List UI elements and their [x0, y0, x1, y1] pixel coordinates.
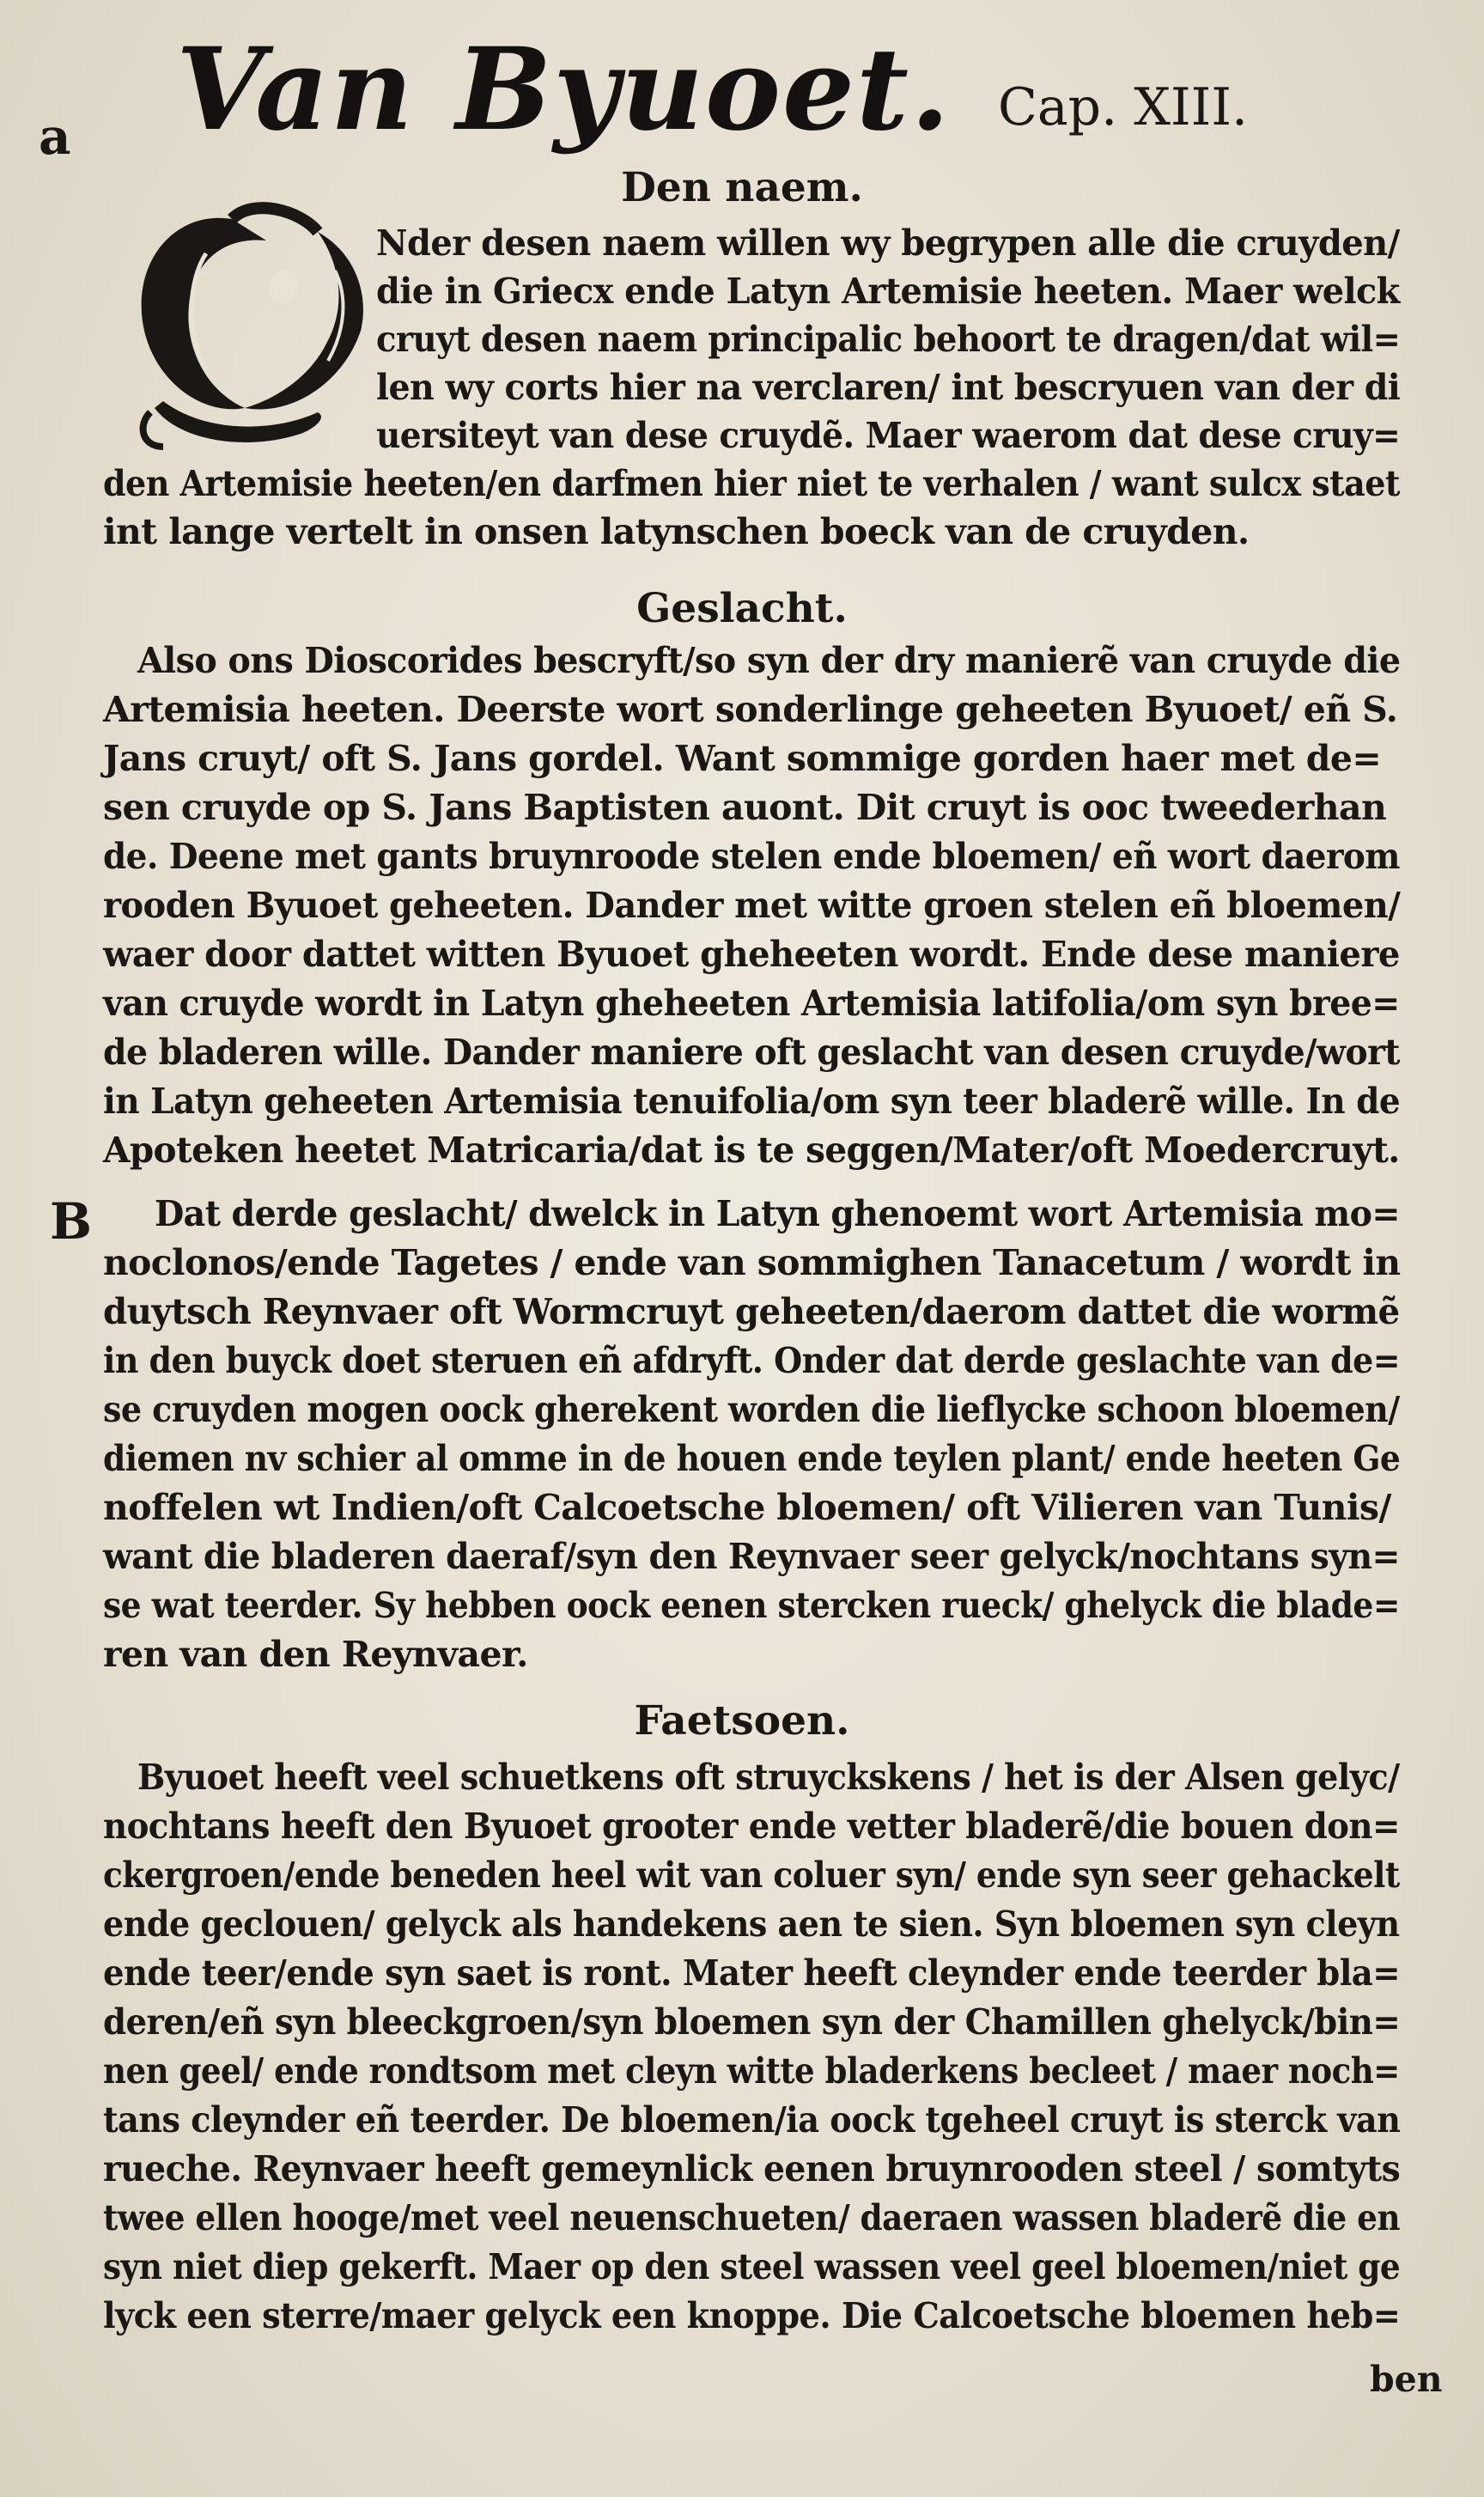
- text-line: Jans cruyt/ oft S. Jans gordel. Want sommige gorden haer met de=: [103, 738, 1382, 779]
- text-line: noffelen wt Indien/oft Calcoetsche bloemen/ oft Vilieren van Tunis/: [103, 1487, 1391, 1528]
- chapter-number: Cap. XIII.: [998, 77, 1249, 137]
- text-line: Byuoet heeft veel schuetkens oft struyckskens / het is der Alsen gelyc/: [137, 1757, 1400, 1798]
- text-line: se cruyden mogen oock gherekent worden die lieflycke schoon bloemen/: [103, 1389, 1400, 1430]
- text-line: de bladeren wille. Dander maniere oft geslacht van desen cruyde/wort: [103, 1032, 1400, 1073]
- text-line: Artemisia heeten. Deerste wort sonderlinge geheeten Byuoet/ eñ S.: [103, 689, 1398, 730]
- catchword: ben: [1370, 2359, 1443, 2400]
- text-line: de. Deene met gants bruynroode stelen ende bloemen/ eñ wort daerom: [103, 836, 1400, 877]
- text-line: duytsch Reynvaer oft Wormcruyt geheeten/daerom dattet die wormẽ: [103, 1291, 1400, 1332]
- text-line: in Latyn geheeten Artemisia tenuifolia/om syn teer bladerẽ wille. In de: [103, 1081, 1401, 1122]
- text-line: waer door dattet witten Byuoet gheheeten wordt. Ende dese maniere: [103, 934, 1400, 975]
- decorated-initial: [103, 202, 386, 460]
- section-heading-naem: Den naem.: [621, 164, 863, 211]
- text-line: van cruyde wordt in Latyn gheheeten Artemisia latifolia/om syn bree=: [103, 983, 1400, 1024]
- text-line: twee ellen hooge/met veel neuenschueten/ daeraen wassen bladerẽ die en: [103, 2197, 1401, 2238]
- text-line: cruyt desen naem principalic behoort te dragen/dat wil=: [376, 319, 1401, 360]
- text-line: want die bladeren daeraf/syn den Reynvaer seer gelyck/nochtans syn=: [103, 1536, 1400, 1577]
- text-line: se wat teerder. Sy hebben oock eenen stercken rueck/ ghelyck die blade=: [103, 1585, 1400, 1626]
- text-line: nen geel/ ende rondtsom met cleyn witte bladerkens becleet / maer noch=: [103, 2050, 1400, 2092]
- text-line: tans cleynder eñ teerder. De bloemen/ia oock tgeheel cruyt is sterck van: [103, 2099, 1401, 2141]
- text-line: den Artemisie heeten/en darfmen hier niet te verhalen / want sulcx staet: [103, 463, 1400, 504]
- text-line: lyck een sterre/maer gelyck een knoppe. Die Calcoetsche bloemen heb=: [103, 2295, 1401, 2336]
- text-line: deren/eñ syn bleeckgroen/syn bloemen syn der Chamillen ghelyck/bin=: [103, 2001, 1401, 2043]
- text-line: rueche. Reynvaer heeft gemeynlick eenen bruynrooden steel / somtyts: [103, 2148, 1401, 2189]
- text-line: len wy corts hier na verclaren/ int bescryuen van der di: [376, 367, 1401, 408]
- text-line: Also ons Dioscorides bescryft/so syn der dry manierẽ van cruyde die: [137, 640, 1401, 681]
- text-line: Dat derde geslacht/ dwelck in Latyn ghenoemt wort Artemisia mo=: [155, 1193, 1400, 1234]
- page-title: Van Byuoet.: [176, 23, 952, 156]
- text-line: syn niet diep gekerft. Maer op den steel wassen veel geel bloemen/niet ge: [103, 2246, 1401, 2287]
- margin-marker-a: a: [39, 107, 71, 166]
- text-line: Apoteken heetet Matricaria/dat is te seggen/Mater/oft Moedercruyt.: [103, 1130, 1400, 1171]
- text-line: uersiteyt van dese cruydẽ. Maer waerom dat dese cruy=: [376, 415, 1401, 456]
- section-heading-faetsoen: Faetsoen.: [634, 1697, 850, 1745]
- initial-flourish-icon: [103, 202, 386, 460]
- text-line: diemen nv schier al omme in de houen ende teylen plant/ ende heeten Ge: [103, 1438, 1401, 1479]
- text-line: ren van den Reynvaer.: [103, 1634, 528, 1675]
- text-line: int lange vertelt in onsen latynschen boeck van de cruyden.: [103, 511, 1250, 552]
- text-line: ende teer/ende syn saet is ront. Mater heeft cleynder ende teerder bla=: [103, 1952, 1401, 1994]
- text-line: nochtans heeft den Byuoet grooter ende vetter bladerẽ/die bouen don=: [103, 1806, 1400, 1847]
- text-line: Nder desen naem willen wy begrypen alle die cruyden/: [376, 222, 1400, 264]
- text-line: noclonos/ende Tagetes / ende van sommighen Tanacetum / wordt in: [103, 1242, 1401, 1283]
- text-line: die in Griecx ende Latyn Artemisie heeten. Maer welck: [376, 271, 1400, 312]
- margin-marker-b: B: [50, 1192, 93, 1251]
- text-line: rooden Byuoet geheeten. Dander met witte groen stelen eñ bloemen/: [103, 885, 1401, 926]
- text-line: sen cruyde op S. Jans Baptisten auont. Dit cruyt is ooc tweederhan: [103, 787, 1387, 828]
- text-line: in den buyck doet steruen eñ afdryft. Onder dat derde geslachte van de=: [103, 1340, 1400, 1381]
- text-line: ende geclouen/ gelyck als handekens aen te sien. Syn bloemen syn cleyn: [103, 1903, 1400, 1945]
- text-line: ckergroen/ende beneden heel wit van coluer syn/ ende syn seer gehackelt: [103, 1854, 1400, 1896]
- section-heading-geslacht: Geslacht.: [636, 585, 848, 632]
